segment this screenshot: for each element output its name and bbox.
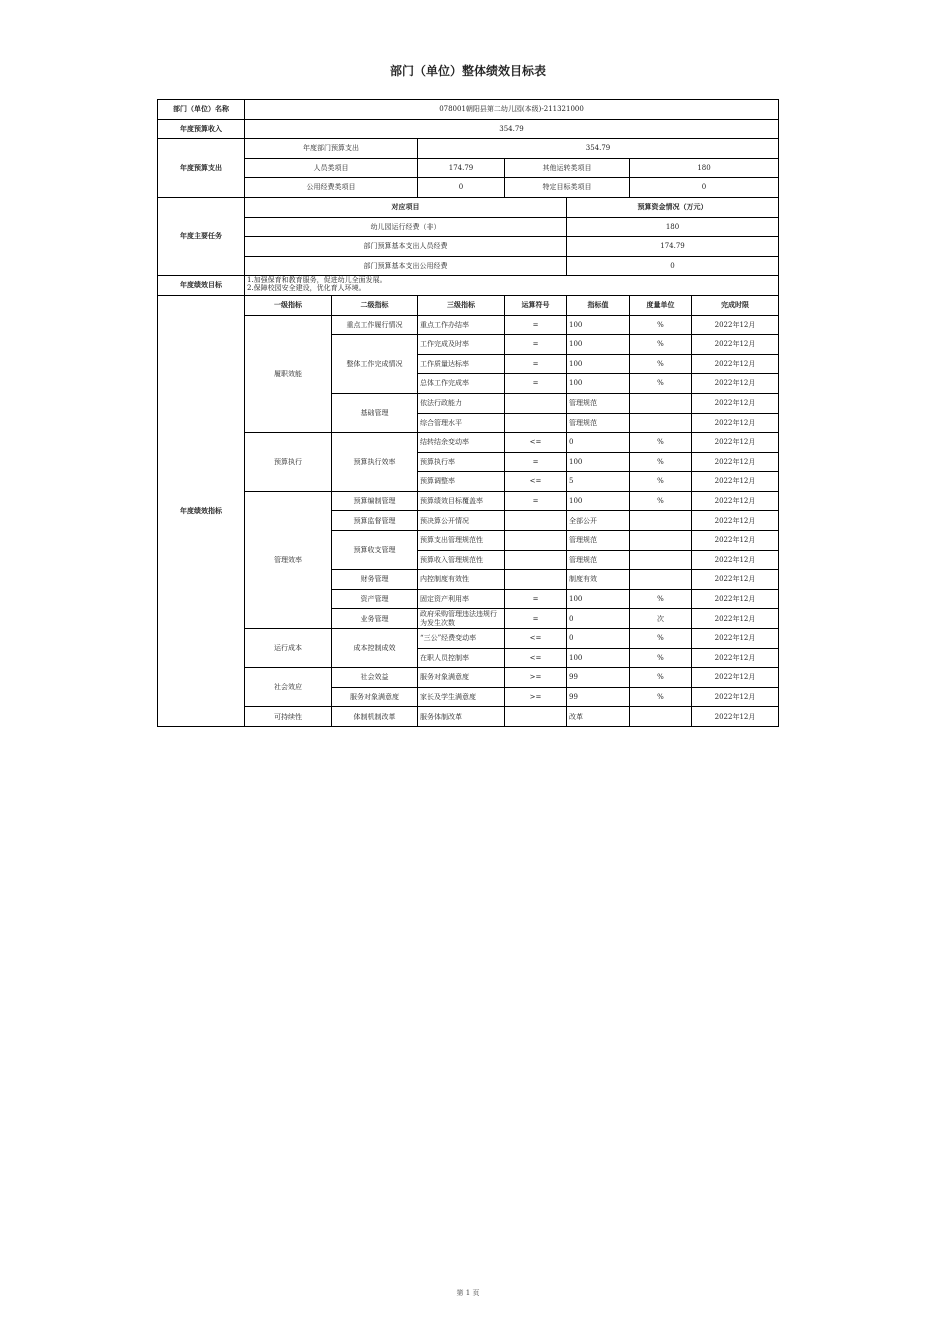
task-item: 部门预算基本支出人员经费 [245,237,567,257]
goals-row [158,276,779,296]
indicator-row [158,491,779,511]
other-operation-label: 其他运转类项目 [505,158,630,178]
operator-cell: = [505,491,567,511]
level1-cell: 社会效应 [245,668,332,707]
unit-name-row [158,100,779,120]
level3-cell: 服务对象满意度 [418,668,505,688]
level3-cell: 服务体制改革 [418,707,505,727]
indicator-row [158,433,779,453]
level2-cell: 资产管理 [332,589,418,609]
indicator-header-row [158,295,779,315]
operator-cell [505,413,567,433]
operator-cell [505,550,567,570]
level3-cell: 预决算公开情况 [418,511,505,531]
level3-cell: 政府采购管理违法违规行为发生次数 [418,609,505,629]
value-cell: 制度有效 [567,570,630,590]
header-value: 指标值 [567,295,630,315]
income-value: 354.79 [245,119,779,139]
level1-cell: 预算执行 [245,433,332,492]
unit-cell [630,570,692,590]
operator-cell: = [505,609,567,629]
tasks-label: 年度主要任务 [158,197,245,275]
operator-cell: <= [505,433,567,453]
value-cell: 管理规范 [567,531,630,551]
level3-cell: 预算支出管理规范性 [418,531,505,551]
level3-cell: 重点工作办结率 [418,315,505,335]
operator-cell: <= [505,472,567,492]
level3-cell: 预算收入管理规范性 [418,550,505,570]
value-cell: 100 [567,491,630,511]
goals-text [245,276,779,296]
operator-cell: >= [505,668,567,688]
task-row [158,256,779,276]
level2-cell: 基础管理 [332,393,418,432]
level1-cell: 运行成本 [245,629,332,668]
indicator-row [158,707,779,727]
unit-cell: % [630,629,692,649]
unit-cell [630,531,692,551]
level3-cell: 综合管理水平 [418,413,505,433]
unit-cell: 次 [630,609,692,629]
level3-cell: 工作质量达标率 [418,354,505,374]
deadline-cell: 2022年12月 [692,707,779,727]
value-cell: 改革 [567,707,630,727]
level3-cell: 总体工作完成率 [418,374,505,394]
level1-cell: 可持续性 [245,707,332,727]
deadline-cell: 2022年12月 [692,609,779,629]
unit-cell: % [630,354,692,374]
page-title: 部门（单位）整体绩效目标表 [389,64,546,78]
header-level2: 二级指标 [332,295,418,315]
level2-cell: 服务对象满意度 [332,687,418,707]
deadline-cell: 2022年12月 [692,648,779,668]
deadline-cell: 2022年12月 [692,550,779,570]
deadline-cell: 2022年12月 [692,511,779,531]
operator-cell: = [505,354,567,374]
level2-cell: 财务管理 [332,570,418,590]
deadline-cell: 2022年12月 [692,531,779,551]
header-deadline: 完成时限 [692,295,779,315]
operator-cell [505,393,567,413]
goal-line: 2.保障校园安全建设，优化育人环境。 [247,284,366,293]
unit-cell: % [630,374,692,394]
unit-cell [630,413,692,433]
level3-cell: 预算执行率 [418,452,505,472]
level2-cell: 业务管理 [332,609,418,629]
value-cell: 管理规范 [567,393,630,413]
public-expense-value: 0 [418,178,505,198]
level2-cell: 预算执行效率 [332,433,418,492]
task-row [158,237,779,257]
level1-cell: 履职效能 [245,315,332,433]
expenditure-row-2 [158,158,779,178]
deadline-cell: 2022年12月 [692,472,779,492]
expenditure-label: 年度预算支出 [158,139,245,198]
expenditure-row-3 [158,178,779,198]
operator-cell [505,570,567,590]
dept-expenditure-value: 354.79 [418,139,779,159]
value-cell: 管理规范 [567,550,630,570]
header-level3: 三级指标 [418,295,505,315]
unit-cell [630,511,692,531]
indicator-row [158,315,779,335]
level3-cell: 家长及学生满意度 [418,687,505,707]
value-cell: 100 [567,354,630,374]
value-cell: 全部公开 [567,511,630,531]
value-cell: 99 [567,687,630,707]
indicator-row [158,629,779,649]
indicator-row [158,668,779,688]
operator-cell: = [505,374,567,394]
income-row [158,119,779,139]
deadline-cell: 2022年12月 [692,570,779,590]
header-unit: 度量单位 [630,295,692,315]
unit-cell: % [630,648,692,668]
level2-cell: 预算监督管理 [332,511,418,531]
level3-cell: 依法行政能力 [418,393,505,413]
deadline-cell: 2022年12月 [692,374,779,394]
personnel-value: 174.79 [418,158,505,178]
unit-name-value: 078001朝阳县第二幼儿园(本级)-211321000 [245,100,779,120]
task-fund: 0 [567,256,779,276]
operator-cell: <= [505,648,567,668]
value-cell: 0 [567,609,630,629]
value-cell: 100 [567,452,630,472]
level3-cell: 内控制度有效性 [418,570,505,590]
operator-cell [505,531,567,551]
unit-cell: % [630,315,692,335]
level3-cell: 结转结余变动率 [418,433,505,453]
value-cell: 99 [567,668,630,688]
operator-cell: = [505,315,567,335]
level2-cell: 重点工作履行情况 [332,315,418,335]
deadline-cell: 2022年12月 [692,629,779,649]
operator-cell: <= [505,629,567,649]
deadline-cell: 2022年12月 [692,393,779,413]
tasks-fund-header: 预算资金情况（万元） [567,197,779,217]
level2-cell: 社会效益 [332,668,418,688]
level3-cell: 预算调整率 [418,472,505,492]
special-target-label: 特定目标类项目 [505,178,630,198]
operator-cell: = [505,589,567,609]
tasks-item-header: 对应项目 [245,197,567,217]
personnel-label: 人员类项目 [245,158,418,178]
special-target-value: 0 [630,178,779,198]
value-cell: 0 [567,433,630,453]
deadline-cell: 2022年12月 [692,335,779,355]
unit-cell: % [630,433,692,453]
deadline-cell: 2022年12月 [692,687,779,707]
level2-cell: 体制机制改革 [332,707,418,727]
income-label: 年度预算收入 [158,119,245,139]
level2-cell: 预算编制管理 [332,491,418,511]
level3-cell: “三公”经费变动率 [418,629,505,649]
value-cell: 管理规范 [567,413,630,433]
performance-table [157,99,779,727]
deadline-cell: 2022年12月 [692,354,779,374]
public-expense-label: 公用经费类项目 [245,178,418,198]
unit-cell: % [630,687,692,707]
level3-cell: 预算绩效目标覆盖率 [418,491,505,511]
deadline-cell: 2022年12月 [692,433,779,453]
value-cell: 100 [567,315,630,335]
expenditure-row-1 [158,139,779,159]
deadline-cell: 2022年12月 [692,491,779,511]
indicators-label: 年度绩效指标 [158,295,245,726]
goals-label: 年度绩效目标 [158,276,245,296]
page-number: 第 1 页 [456,1289,480,1297]
value-cell: 100 [567,335,630,355]
goal-line: 1.加强保育和教育服务，促进幼儿全面发展。 [247,276,387,285]
value-cell: 0 [567,629,630,649]
deadline-cell: 2022年12月 [692,452,779,472]
unit-cell [630,550,692,570]
task-item: 幼儿园运行经费（非） [245,217,567,237]
dept-expenditure-label: 年度部门预算支出 [245,139,418,159]
level2-cell: 预算收支管理 [332,531,418,570]
level3-cell: 在职人员控制率 [418,648,505,668]
other-operation-value: 180 [630,158,779,178]
unit-name-label: 部门（单位）名称 [158,100,245,120]
level3-cell: 固定资产利用率 [418,589,505,609]
task-fund: 180 [567,217,779,237]
deadline-cell: 2022年12月 [692,589,779,609]
level2-cell: 成本控制成效 [332,629,418,668]
unit-cell: % [630,452,692,472]
unit-cell: % [630,335,692,355]
operator-cell [505,707,567,727]
task-item: 部门预算基本支出公用经费 [245,256,567,276]
unit-cell [630,707,692,727]
operator-cell: = [505,335,567,355]
deadline-cell: 2022年12月 [692,413,779,433]
value-cell: 100 [567,589,630,609]
level1-cell: 管理效率 [245,491,332,628]
unit-cell: % [630,472,692,492]
operator-cell: = [505,452,567,472]
value-cell: 5 [567,472,630,492]
task-row [158,217,779,237]
deadline-cell: 2022年12月 [692,668,779,688]
level2-cell: 整体工作完成情况 [332,335,418,394]
deadline-cell: 2022年12月 [692,315,779,335]
level3-cell: 工作完成及时率 [418,335,505,355]
unit-cell: % [630,589,692,609]
value-cell: 100 [567,374,630,394]
operator-cell: >= [505,687,567,707]
unit-cell: % [630,491,692,511]
unit-cell [630,393,692,413]
header-operator: 运算符号 [505,295,567,315]
task-fund: 174.79 [567,237,779,257]
unit-cell: % [630,668,692,688]
operator-cell [505,511,567,531]
header-level1: 一级指标 [245,295,332,315]
tasks-header-row [158,197,779,217]
value-cell: 100 [567,648,630,668]
